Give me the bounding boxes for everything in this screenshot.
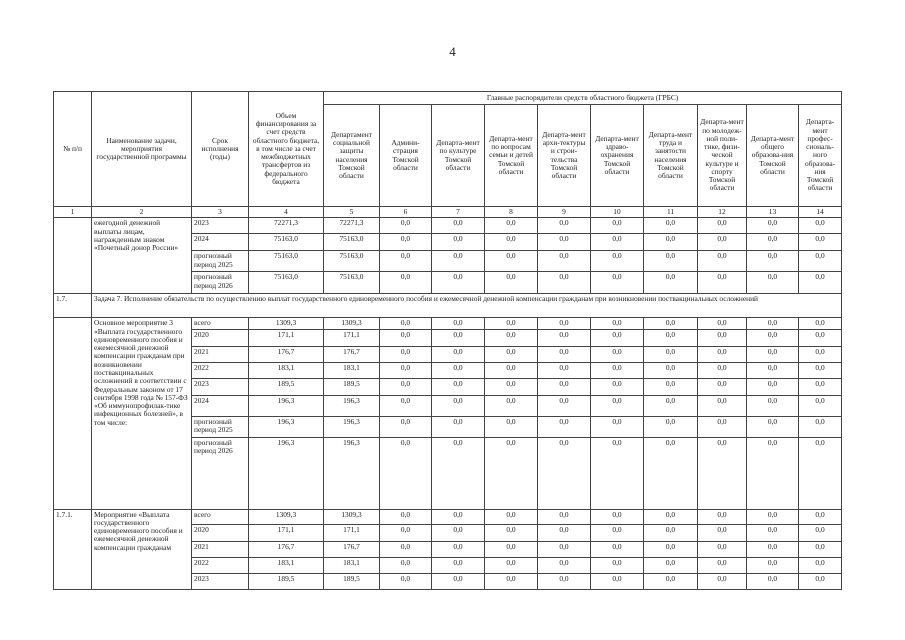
row-value: 75163,0 — [249, 272, 324, 294]
row-name: Основное мероприятие 3 «Выплата государственного единовременного пособия и ежемесячной денежной компенсации гражданам при возникновении поствакцинальных осложнений в соответствии с Федеральным законом от 17 сентября 1998 года № 157-ФЗ «Об иммунопрофилак-тике инфекционных болезней», в том числе: — [92, 318, 192, 509]
row-value: 0,0 — [485, 524, 538, 541]
column-number: 4 — [249, 207, 324, 218]
header-volume: Объем финансирования за счет средств областного бюджета, в том числе за счет межбюджетных трансфертов из федерального бюджета — [249, 92, 324, 207]
row-value: 0,0 — [485, 573, 538, 589]
row-value: 196,3 — [249, 416, 324, 437]
page-number: 4 — [449, 44, 456, 59]
row-value: 0,0 — [698, 318, 747, 329]
row-value: 189,5 — [324, 378, 380, 395]
header-grbs-group: Главные распорядители средств областного бюджета (ГРБС) — [324, 92, 842, 105]
row-value: 183,1 — [249, 557, 324, 573]
task-row — [54, 294, 842, 318]
row-value: 0,0 — [380, 234, 432, 251]
row-term: 2020 — [192, 524, 249, 541]
row-value: 72271,3 — [324, 218, 380, 234]
column-number: 10 — [591, 207, 644, 218]
row-value: 0,0 — [644, 318, 698, 329]
header-term: Срок исполнения (годы) — [192, 92, 249, 207]
row-term: 2022 — [192, 362, 249, 378]
table-body — [54, 218, 842, 589]
row-value: 0,0 — [799, 378, 842, 395]
row-term: 2024 — [192, 395, 249, 416]
row-term: 2023 — [192, 378, 249, 395]
row-value: 0,0 — [698, 573, 747, 589]
row-term: прогнозный период 2025 — [192, 251, 249, 272]
row-value: 0,0 — [644, 272, 698, 294]
row-value: 0,0 — [538, 329, 591, 346]
row-value: 0,0 — [538, 524, 591, 541]
column-number: 3 — [192, 207, 249, 218]
row-value: 0,0 — [591, 524, 644, 541]
header-grbs-4: Департа-мент по вопросам семьи и детей Томской области — [485, 105, 538, 207]
row-value: 0,0 — [485, 541, 538, 557]
row-value: 0,0 — [799, 234, 842, 251]
task-number: 1.7. — [54, 294, 92, 318]
row-value: 0,0 — [380, 557, 432, 573]
row-value: 0,0 — [380, 251, 432, 272]
row-value: 0,0 — [538, 251, 591, 272]
row-value: 0,0 — [380, 346, 432, 362]
row-value: 0,0 — [432, 362, 485, 378]
row-value: 0,0 — [538, 362, 591, 378]
row-value: 0,0 — [799, 395, 842, 416]
row-value: 0,0 — [799, 524, 842, 541]
row-value: 0,0 — [432, 234, 485, 251]
row-value: 189,5 — [249, 573, 324, 589]
row-value: 0,0 — [644, 378, 698, 395]
row-value: 75163,0 — [324, 234, 380, 251]
row-value: 171,1 — [249, 524, 324, 541]
row-value: 0,0 — [644, 346, 698, 362]
column-number: 2 — [92, 207, 192, 218]
row-value: 0,0 — [698, 234, 747, 251]
row-value: 0,0 — [698, 378, 747, 395]
row-value: 0,0 — [799, 272, 842, 294]
row-value: 0,0 — [644, 557, 698, 573]
row-value: 0,0 — [747, 541, 799, 557]
row-value: 0,0 — [799, 437, 842, 509]
row-value: 0,0 — [432, 557, 485, 573]
row-value: 0,0 — [380, 541, 432, 557]
row-value: 72271,3 — [249, 218, 324, 234]
column-number: 5 — [324, 207, 380, 218]
row-value: 0,0 — [644, 509, 698, 524]
row-value: 0,0 — [591, 509, 644, 524]
row-term: всего — [192, 318, 249, 329]
row-value: 0,0 — [591, 346, 644, 362]
row-value: 0,0 — [698, 524, 747, 541]
row-value: 0,0 — [747, 251, 799, 272]
row-value: 0,0 — [644, 329, 698, 346]
column-number: 14 — [799, 207, 842, 218]
column-number-row — [54, 207, 842, 218]
row-value: 196,3 — [324, 395, 380, 416]
column-number: 1 — [54, 207, 92, 218]
row-value: 0,0 — [485, 251, 538, 272]
row-value: 0,0 — [432, 524, 485, 541]
row-number — [54, 318, 92, 509]
row-number: 1.7.1. — [54, 509, 92, 589]
row-value: 0,0 — [432, 509, 485, 524]
row-value: 0,0 — [538, 437, 591, 509]
row-value: 0,0 — [538, 346, 591, 362]
row-name: Мероприятие «Выплата государственного единовременного пособия и ежемесячной денежной компенсации гражданам — [92, 509, 192, 589]
row-value: 0,0 — [432, 329, 485, 346]
row-value: 75163,0 — [249, 234, 324, 251]
row-value: 1309,3 — [324, 318, 380, 329]
header-name: Наименование задачи, мероприятия государственной программы — [92, 92, 192, 207]
row-value: 0,0 — [747, 573, 799, 589]
row-value: 0,0 — [591, 251, 644, 272]
row-value: 0,0 — [380, 362, 432, 378]
row-value: 0,0 — [538, 416, 591, 437]
row-value: 0,0 — [644, 524, 698, 541]
table-row — [54, 509, 842, 524]
row-value: 0,0 — [644, 218, 698, 234]
row-value: 0,0 — [799, 218, 842, 234]
row-value: 0,0 — [485, 234, 538, 251]
row-value: 0,0 — [644, 251, 698, 272]
row-value: 0,0 — [432, 272, 485, 294]
row-value: 0,0 — [698, 541, 747, 557]
header-grbs-1: Департамент социальной защиты населения Томской области — [324, 105, 380, 207]
row-value: 0,0 — [591, 541, 644, 557]
row-value: 0,0 — [591, 573, 644, 589]
row-value: 189,5 — [324, 573, 380, 589]
row-value: 0,0 — [538, 234, 591, 251]
row-value: 0,0 — [698, 218, 747, 234]
row-value: 0,0 — [538, 557, 591, 573]
row-value: 1309,3 — [249, 318, 324, 329]
row-value: 0,0 — [432, 573, 485, 589]
row-value: 0,0 — [644, 234, 698, 251]
row-value: 0,0 — [591, 395, 644, 416]
row-value: 0,0 — [747, 509, 799, 524]
row-value: 0,0 — [698, 251, 747, 272]
row-value: 0,0 — [591, 557, 644, 573]
row-value: 0,0 — [380, 329, 432, 346]
row-value: 0,0 — [747, 557, 799, 573]
row-value: 0,0 — [747, 218, 799, 234]
row-value: 0,0 — [432, 218, 485, 234]
row-value: 0,0 — [485, 437, 538, 509]
column-number: 8 — [485, 207, 538, 218]
row-value: 0,0 — [538, 573, 591, 589]
row-value: 0,0 — [432, 541, 485, 557]
row-value: 0,0 — [485, 329, 538, 346]
row-value: 0,0 — [799, 346, 842, 362]
row-value: 0,0 — [538, 509, 591, 524]
table-row — [54, 318, 842, 329]
row-term: 2020 — [192, 329, 249, 346]
row-value: 0,0 — [591, 378, 644, 395]
row-value: 183,1 — [249, 362, 324, 378]
row-value: 176,7 — [249, 541, 324, 557]
header-grbs-8: Департа-мент по молодеж-ной поли-тике, физи-ческой культуре и спорту Томской области — [698, 105, 747, 207]
row-term: прогнозный период 2026 — [192, 437, 249, 509]
row-value: 0,0 — [747, 416, 799, 437]
row-value: 0,0 — [799, 573, 842, 589]
row-value: 1309,3 — [249, 509, 324, 524]
row-value: 0,0 — [432, 416, 485, 437]
column-number: 7 — [432, 207, 485, 218]
row-value: 171,1 — [324, 524, 380, 541]
row-value: 0,0 — [538, 378, 591, 395]
row-term: 2021 — [192, 541, 249, 557]
row-value: 0,0 — [485, 509, 538, 524]
header-grbs-7: Департа-мент труда и занятости населения Томской области — [644, 105, 698, 207]
row-value: 0,0 — [591, 416, 644, 437]
column-number: 6 — [380, 207, 432, 218]
row-value: 183,1 — [324, 557, 380, 573]
row-value: 196,3 — [324, 416, 380, 437]
row-value: 0,0 — [538, 541, 591, 557]
row-value: 171,1 — [249, 329, 324, 346]
header-grbs-9: Департа-мент общего образова-ния Томской области — [747, 105, 799, 207]
row-term: 2024 — [192, 234, 249, 251]
row-value: 0,0 — [747, 318, 799, 329]
row-value: 196,3 — [324, 437, 380, 509]
row-term: всего — [192, 509, 249, 524]
row-term: 2022 — [192, 557, 249, 573]
row-value: 183,1 — [324, 362, 380, 378]
column-number: 11 — [644, 207, 698, 218]
row-value: 0,0 — [538, 272, 591, 294]
row-value: 0,0 — [747, 272, 799, 294]
row-value: 0,0 — [485, 346, 538, 362]
row-value: 0,0 — [747, 395, 799, 416]
row-value: 0,0 — [380, 272, 432, 294]
row-number — [54, 218, 92, 294]
header-grbs-2: Админи-страция Томской области — [380, 105, 432, 207]
row-value: 0,0 — [432, 395, 485, 416]
row-value: 0,0 — [485, 395, 538, 416]
row-value: 0,0 — [432, 437, 485, 509]
row-value: 0,0 — [747, 378, 799, 395]
row-term: 2023 — [192, 218, 249, 234]
row-value: 0,0 — [432, 378, 485, 395]
row-value: 0,0 — [799, 362, 842, 378]
row-value: 0,0 — [644, 573, 698, 589]
row-value: 0,0 — [799, 251, 842, 272]
table-row — [54, 218, 842, 234]
row-value: 0,0 — [747, 437, 799, 509]
row-value: 0,0 — [644, 395, 698, 416]
budget-table — [53, 91, 842, 590]
row-value: 0,0 — [380, 509, 432, 524]
row-value: 0,0 — [485, 272, 538, 294]
row-value: 0,0 — [747, 346, 799, 362]
row-value: 0,0 — [485, 378, 538, 395]
row-value: 0,0 — [698, 416, 747, 437]
row-value: 0,0 — [799, 509, 842, 524]
column-number: 13 — [747, 207, 799, 218]
row-value: 0,0 — [644, 362, 698, 378]
row-value: 0,0 — [698, 362, 747, 378]
row-value: 0,0 — [747, 524, 799, 541]
row-value: 176,7 — [324, 541, 380, 557]
task-text: Задача 7. Исполнение обязательств по осуществлению выплат государственного единовременного пособия и ежемесячной денежной компенсации гражданам при возникновении поствакцинальных осложнений — [92, 294, 842, 318]
row-value: 189,5 — [249, 378, 324, 395]
row-value: 176,7 — [249, 346, 324, 362]
row-value: 0,0 — [380, 437, 432, 509]
row-value: 0,0 — [698, 272, 747, 294]
row-value: 0,0 — [485, 362, 538, 378]
row-value: 0,0 — [591, 437, 644, 509]
row-term: прогнозный период 2025 — [192, 416, 249, 437]
row-value: 0,0 — [644, 416, 698, 437]
row-value: 196,3 — [249, 395, 324, 416]
column-number: 12 — [698, 207, 747, 218]
row-value: 0,0 — [380, 395, 432, 416]
row-value: 0,0 — [747, 234, 799, 251]
row-value: 0,0 — [485, 416, 538, 437]
row-value: 176,7 — [324, 346, 380, 362]
row-value: 0,0 — [538, 318, 591, 329]
header-grbs-6: Департа-мент здраво-охранения Томской области — [591, 105, 644, 207]
row-value: 196,3 — [249, 437, 324, 509]
row-value: 1309,3 — [324, 509, 380, 524]
row-value: 171,1 — [324, 329, 380, 346]
row-value: 0,0 — [380, 218, 432, 234]
row-value: 75163,0 — [324, 272, 380, 294]
row-value: 0,0 — [432, 346, 485, 362]
row-term: прогнозный период 2026 — [192, 272, 249, 294]
header-grbs-10: Департа-мент профес-сиональ-ного образова-ния Томской области — [799, 105, 842, 207]
row-value: 0,0 — [380, 318, 432, 329]
row-value: 0,0 — [799, 557, 842, 573]
row-value: 0,0 — [799, 318, 842, 329]
row-value: 0,0 — [799, 329, 842, 346]
header-grbs-5: Департа-мент архи-тектуры и строи-тельства Томской области — [538, 105, 591, 207]
row-value: 75163,0 — [324, 251, 380, 272]
row-value: 0,0 — [538, 395, 591, 416]
row-value: 0,0 — [698, 329, 747, 346]
row-value: 0,0 — [698, 557, 747, 573]
row-value: 0,0 — [380, 573, 432, 589]
row-value: 0,0 — [432, 251, 485, 272]
row-value: 0,0 — [591, 234, 644, 251]
row-value: 0,0 — [698, 509, 747, 524]
row-value: 0,0 — [485, 318, 538, 329]
column-number: 9 — [538, 207, 591, 218]
row-value: 0,0 — [799, 416, 842, 437]
row-name: ежегодной денежной выплаты лицам, награжденным знаком «Почетный донор России» — [92, 218, 192, 294]
row-value: 0,0 — [485, 557, 538, 573]
row-value: 0,0 — [380, 416, 432, 437]
row-value: 0,0 — [698, 437, 747, 509]
row-value: 0,0 — [432, 318, 485, 329]
header-no: № п/п — [54, 92, 92, 207]
row-value: 0,0 — [485, 218, 538, 234]
row-value: 0,0 — [747, 362, 799, 378]
row-value: 0,0 — [747, 329, 799, 346]
header-row-1 — [54, 92, 842, 105]
row-value: 0,0 — [644, 541, 698, 557]
row-value: 0,0 — [380, 378, 432, 395]
row-value: 0,0 — [799, 541, 842, 557]
row-value: 0,0 — [591, 272, 644, 294]
row-value: 0,0 — [698, 395, 747, 416]
row-term: 2021 — [192, 346, 249, 362]
row-value: 0,0 — [644, 437, 698, 509]
row-value: 0,0 — [591, 218, 644, 234]
row-value: 0,0 — [591, 329, 644, 346]
row-value: 75163,0 — [249, 251, 324, 272]
row-value: 0,0 — [591, 318, 644, 329]
row-value: 0,0 — [698, 346, 747, 362]
row-term: 2023 — [192, 573, 249, 589]
row-value: 0,0 — [538, 218, 591, 234]
row-value: 0,0 — [591, 362, 644, 378]
row-value: 0,0 — [380, 524, 432, 541]
header-grbs-3: Департа-мент по культуре Томской области — [432, 105, 485, 207]
